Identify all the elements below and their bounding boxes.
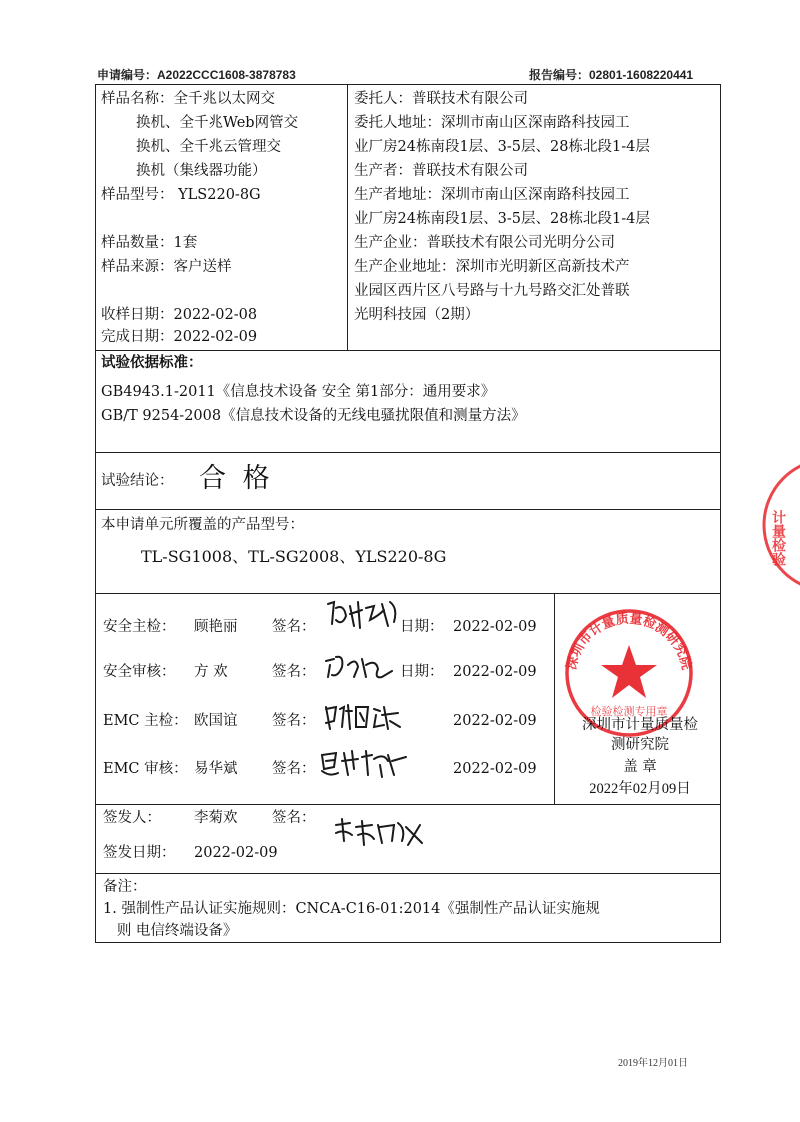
issuer-label: 签发人：	[103, 810, 161, 826]
client-line: 生产者：普联技术有限公司	[354, 163, 528, 179]
inspector-name: 顾艳丽	[194, 619, 238, 635]
client-line: 业园区西片区八号路与十九号路交汇处普联	[354, 283, 630, 299]
models-label: 本申请单元所覆盖的产品型号：	[101, 517, 304, 533]
seal-word: 盖 章	[623, 759, 657, 775]
client-line: 生产者地址：深圳市南山区深南路科技园工	[354, 187, 630, 203]
inspector-role: 安全审核：	[103, 664, 176, 680]
report-number: 报告编号：02801-1608220441	[529, 68, 694, 82]
sample-model: 样品型号： YLS220-8G	[101, 187, 261, 203]
basis-standard: GB/T 9254-2008《信息技术设备的无线电骚扰限值和测量方法》	[101, 408, 526, 424]
sample-name-line: 样品名称：全千兆以太网交	[101, 91, 275, 107]
completed-date: 完成日期：2022-02-09	[101, 329, 258, 345]
issue-date: 2022-02-09	[194, 845, 278, 861]
inspector-role: EMC 审核：	[103, 761, 188, 777]
signature-emc-reviewer	[318, 747, 410, 781]
client-line: 委托人：普联技术有限公司	[354, 91, 528, 107]
signature-safety-inspector	[324, 598, 402, 632]
side-seal-fragment	[748, 450, 800, 600]
client-line: 生产企业地址：深圳市光明新区高新技术产	[354, 259, 630, 275]
signature-emc-inspector	[322, 701, 406, 733]
report-table	[95, 84, 721, 943]
seal-inner-text: 检验检测专用章	[590, 705, 668, 718]
issuer-name: 李菊欢	[194, 810, 238, 826]
sign-label: 签名：	[272, 664, 316, 680]
client-line: 业厂房24栋南段1层、3-5层、28栋北段1-4层	[354, 139, 650, 155]
inspector-name: 易华斌	[194, 761, 238, 777]
application-number: 申请编号：A2022CCC1608-3878783	[97, 68, 296, 82]
date-label: 日期：	[400, 619, 444, 635]
date-label: 日期：	[400, 664, 444, 680]
seal-date: 2022年02月09日	[589, 781, 691, 797]
footer-date: 2019年12月01日	[618, 1058, 688, 1069]
seal-org-line2: 测研究院	[611, 737, 669, 753]
inspector-name: 欧国谊	[194, 713, 238, 729]
client-line: 业厂房24栋南段1层、3-5层、28栋北段1-4层	[354, 211, 650, 227]
side-seal-text: 计量检验	[770, 510, 786, 566]
conclusion-label: 试验结论：	[101, 473, 174, 489]
client-line: 光明科技园（2期）	[354, 307, 480, 323]
received-date: 收样日期：2022-02-08	[101, 307, 258, 323]
inspector-role: 安全主检：	[103, 619, 176, 635]
signature-issuer	[332, 815, 432, 851]
inspector-date: 2022-02-09	[453, 713, 537, 729]
remarks-line: 则 电信终端设备》	[103, 923, 238, 939]
sign-label: 签名：	[272, 713, 316, 729]
client-line: 委托人地址：深圳市南山区深南路科技园工	[354, 115, 630, 131]
basis-standard: GB4943.1-2011《信息技术设备 安全 第1部分：通用要求》	[101, 384, 496, 400]
basis-label: 试验依据标准：	[101, 354, 203, 371]
sample-name-line: 换机、全千兆Web网管交	[136, 115, 299, 131]
seal-ring-text: 深圳市计量质量检测研究院	[564, 611, 694, 672]
inspector-date: 2022-02-09	[453, 664, 537, 680]
client-line: 生产企业：普联技术有限公司光明分公司	[354, 235, 615, 251]
inspector-role: EMC 主检：	[103, 713, 188, 729]
sample-name-line: 换机（集线器功能）	[136, 163, 267, 179]
inspector-name: 方 欢	[194, 664, 228, 680]
sign-label: 签名：	[272, 619, 316, 635]
issuer-sign-label: 签名：	[272, 810, 316, 826]
sample-name-line: 换机、全千兆云管理交	[136, 139, 281, 155]
signature-safety-reviewer	[322, 651, 402, 683]
conclusion-value: 合 格	[199, 463, 274, 494]
seal-org-line1: 深圳市计量质量检	[582, 717, 698, 733]
remarks-line: 1. 强制性产品认证实施规则：CNCA-C16-01:2014《强制性产品认证实施规	[103, 901, 600, 917]
issue-date-label: 签发日期：	[103, 845, 176, 861]
inspector-date: 2022-02-09	[453, 761, 537, 777]
inspector-date: 2022-02-09	[453, 619, 537, 635]
remarks-label: 备注：	[103, 879, 147, 895]
sample-source: 样品来源：客户送样	[101, 259, 232, 275]
models-value: TL-SG1008、TL-SG2008、YLS220-8G	[141, 547, 447, 566]
sign-label: 签名：	[272, 761, 316, 777]
sample-quantity: 样品数量：1套	[101, 235, 198, 251]
